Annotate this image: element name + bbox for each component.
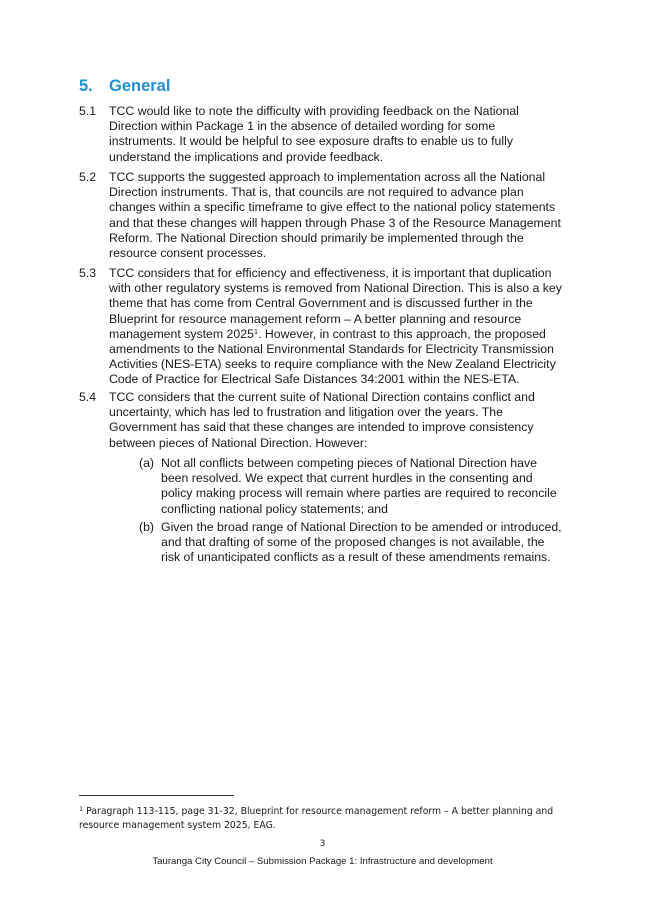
subparagraph-label: (b) bbox=[139, 520, 155, 534]
subparagraph-text: Not all conflicts between competing pieces of National Direction have been resolved. We expect that current hurdles in the consenting and policy making process will remain where parties are required to reconcile conflicting national policy statements; and bbox=[161, 456, 557, 516]
subparagraph-a bbox=[139, 456, 565, 517]
section-heading bbox=[79, 77, 170, 96]
running-footer: Tauranga City Council – Submission Package 1: Infrastructure and development bbox=[152, 856, 493, 867]
paragraph-number: 5.4 bbox=[79, 390, 97, 404]
footnote-reference[interactable]: 1 bbox=[253, 326, 259, 336]
footnote-divider bbox=[79, 795, 234, 796]
paragraph-text-part: TCC considers that for efficiency and effectiveness, it is important that duplication with other regulatory systems is removed from National Direction. This is also a key theme that has come from Central Government and is discussed further in the Blueprint for resource management reform – A better planning and resource management system 2025 bbox=[109, 266, 562, 341]
paragraph-number: 5.1 bbox=[79, 104, 97, 118]
paragraph-number: 5.3 bbox=[79, 266, 97, 280]
paragraph-text: TCC would like to note the difficulty with providing feedback on the National Direction within Package 1 in the absence of detailed wording for some instruments. It would be helpful to see exposure drafts to enable us to fully understand the implications and provide feedback. bbox=[109, 104, 519, 164]
section-number: 5. bbox=[79, 77, 93, 95]
paragraph-number: 5.2 bbox=[79, 170, 97, 184]
section-title: General bbox=[109, 77, 171, 95]
subparagraph-label: (a) bbox=[139, 456, 155, 470]
footnote-text: Paragraph 113-115, page 31-32, Blueprint for resource management reform – A better planning and resource management system 2025, EAG. bbox=[79, 806, 554, 831]
paragraph-text bbox=[109, 266, 565, 388]
page-number: 3 bbox=[319, 839, 326, 849]
paragraph-5-2 bbox=[79, 170, 565, 261]
subparagraph-text: Given the broad range of National Direction to be amended or introduced, and that drafting of some of the proposed changes is not available, the risk of unanticipated conflicts as a result of these amendments remains. bbox=[161, 520, 562, 565]
subparagraph-b bbox=[139, 520, 565, 566]
paragraph-5-4 bbox=[79, 390, 565, 451]
footnote bbox=[79, 805, 569, 832]
paragraph-text: TCC considers that the current suite of National Direction contains conflict and uncertainty, which has led to frustration and litigation over the years. The Government has said that these changes are intended to improve consistency between pieces of National Direction. However: bbox=[109, 390, 535, 450]
paragraph-5-1 bbox=[79, 104, 565, 165]
footnote-marker: 1 bbox=[79, 805, 84, 813]
paragraph-text-part: . However, in contrast to this approach, the proposed amendments to the National Environmental Standards for Electricity Transmission Activities (NES-ETA) seeks to require compliance with the New Zealand Electricity Code of Practice for Electrical Safe Distances 34:2001 within the NES-ETA. bbox=[109, 326, 556, 387]
paragraph-5-3 bbox=[79, 266, 565, 388]
paragraph-text: TCC supports the suggested approach to implementation across all the National Direction instruments. That is, that councils are not required to advance plan changes within a specific timeframe to give effect to the national policy statements and that these changes will happen through Phase 3 of the Resource Management Reform. The National Direction should primarily be implemented through the resource consent processes. bbox=[109, 170, 561, 261]
